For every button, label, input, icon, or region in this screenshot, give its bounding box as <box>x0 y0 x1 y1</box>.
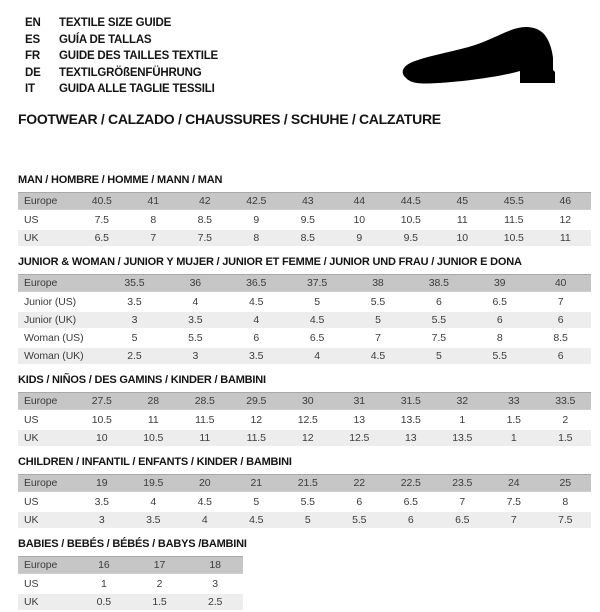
size-value-cell: 3 <box>165 348 226 364</box>
size-value-cell: 6 <box>385 512 437 528</box>
row-label: US <box>18 494 76 510</box>
size-value-cell: 3.5 <box>76 494 128 510</box>
table-row <box>18 212 591 228</box>
size-value-cell: 12.5 <box>282 412 334 428</box>
language-label: TEXTILGRÖßENFÜHRUNG <box>59 66 202 79</box>
shoe-icon <box>397 26 573 92</box>
size-value-cell: 20 <box>179 474 231 492</box>
size-value-cell: 36 <box>165 274 226 292</box>
table-row <box>18 474 591 492</box>
row-label: Woman (UK) <box>18 348 104 364</box>
table-row <box>18 594 243 610</box>
size-value-cell: 30 <box>282 392 334 410</box>
row-label: US <box>18 576 76 592</box>
section-title-man: MAN / HOMBRE / HOMME / MANN / MAN <box>18 173 223 186</box>
size-value-cell: 37.5 <box>287 274 348 292</box>
size-value-cell: 10.5 <box>76 412 128 428</box>
size-table-kids <box>18 390 591 448</box>
table-row <box>18 412 591 428</box>
row-label: Europe <box>18 274 104 292</box>
size-value-cell: 8 <box>128 212 180 228</box>
section-title-junior-woman: JUNIOR & WOMAN / JUNIOR Y MUJER / JUNIOR ET FEMME / JUNIOR UND FRAU / JUNIOR E DONA <box>18 255 522 268</box>
size-value-cell: 7.5 <box>76 212 128 228</box>
size-value-cell: 1.5 <box>132 594 188 610</box>
size-value-cell: 32 <box>437 392 489 410</box>
size-value-cell: 9 <box>231 212 283 228</box>
size-value-cell: 6 <box>530 348 591 364</box>
section-title-kids: KIDS / NIÑOS / DES GAMINS / KINDER / BAMBINI <box>18 373 266 386</box>
size-value-cell: 9.5 <box>282 212 334 228</box>
size-value-cell: 36.5 <box>226 274 287 292</box>
size-value-cell: 4 <box>226 312 287 328</box>
size-value-cell: 4 <box>179 512 231 528</box>
table-row <box>18 312 591 328</box>
size-value-cell: 0.5 <box>76 594 132 610</box>
size-value-cell: 5.5 <box>469 348 530 364</box>
size-value-cell: 6 <box>530 312 591 328</box>
size-value-cell: 8.5 <box>530 330 591 346</box>
table-row <box>18 192 591 210</box>
size-value-cell: 3.5 <box>128 512 180 528</box>
size-value-cell: 11 <box>540 230 592 246</box>
size-value-cell: 44.5 <box>385 192 437 210</box>
size-value-cell: 10.5 <box>128 430 180 446</box>
table-row <box>18 294 591 310</box>
size-value-cell: 5 <box>408 348 469 364</box>
size-value-cell: 8.5 <box>282 230 334 246</box>
row-label: UK <box>18 430 76 446</box>
size-value-cell: 6 <box>334 494 386 510</box>
size-table-babies <box>18 554 243 612</box>
size-value-cell: 5 <box>231 494 283 510</box>
size-value-cell: 6.5 <box>76 230 128 246</box>
language-code: DE <box>25 66 41 79</box>
size-value-cell: 39 <box>469 274 530 292</box>
size-value-cell: 21.5 <box>282 474 334 492</box>
row-label: US <box>18 412 76 428</box>
size-value-cell: 7.5 <box>408 330 469 346</box>
table-row <box>18 494 591 510</box>
size-value-cell: 8 <box>469 330 530 346</box>
size-value-cell: 41 <box>128 192 180 210</box>
size-value-cell: 6 <box>226 330 287 346</box>
size-value-cell: 11.5 <box>179 412 231 428</box>
size-value-cell: 40.5 <box>76 192 128 210</box>
row-label: UK <box>18 594 76 610</box>
size-value-cell: 10.5 <box>385 212 437 228</box>
section-man <box>18 174 591 248</box>
size-value-cell: 7 <box>488 512 540 528</box>
language-label: GUÍA DE TALLAS <box>59 33 152 46</box>
size-table-junior-woman <box>18 272 591 366</box>
size-value-cell: 5.5 <box>282 494 334 510</box>
section-babies <box>18 538 591 612</box>
size-value-cell: 6.5 <box>469 294 530 310</box>
size-value-cell: 2 <box>132 576 188 592</box>
section-children <box>18 456 591 530</box>
language-code: IT <box>25 83 35 96</box>
size-value-cell: 7.5 <box>488 494 540 510</box>
row-label: US <box>18 212 76 228</box>
size-value-cell: 42.5 <box>231 192 283 210</box>
size-value-cell: 22 <box>334 474 386 492</box>
size-value-cell: 3 <box>187 576 243 592</box>
size-value-cell: 5 <box>348 312 409 328</box>
size-value-cell: 7 <box>530 294 591 310</box>
size-value-cell: 4.5 <box>179 494 231 510</box>
size-value-cell: 8.5 <box>179 212 231 228</box>
size-value-cell: 11 <box>437 212 489 228</box>
size-value-cell: 8 <box>540 494 592 510</box>
size-value-cell: 12 <box>231 412 283 428</box>
table-row <box>18 512 591 528</box>
size-value-cell: 45.5 <box>488 192 540 210</box>
size-value-cell: 7.5 <box>179 230 231 246</box>
size-value-cell: 3 <box>76 512 128 528</box>
category-title: FOOTWEAR / CALZADO / CHAUSSURES / SCHUHE / CALZATURE <box>18 110 441 127</box>
row-label: Junior (US) <box>18 294 104 310</box>
size-value-cell: 10.5 <box>488 230 540 246</box>
size-value-cell: 13.5 <box>437 430 489 446</box>
section-junior-woman <box>18 256 591 366</box>
size-value-cell: 35.5 <box>104 274 165 292</box>
size-value-cell: 8 <box>231 230 283 246</box>
size-value-cell: 1 <box>437 412 489 428</box>
size-value-cell: 6 <box>469 312 530 328</box>
size-value-cell: 43 <box>282 192 334 210</box>
size-value-cell: 6.5 <box>287 330 348 346</box>
table-row <box>18 392 591 410</box>
size-value-cell: 11.5 <box>488 212 540 228</box>
size-value-cell: 6.5 <box>385 494 437 510</box>
size-value-cell: 3.5 <box>104 294 165 310</box>
size-value-cell: 5.5 <box>348 294 409 310</box>
size-value-cell: 7 <box>348 330 409 346</box>
row-label: Europe <box>18 556 76 574</box>
size-value-cell: 16 <box>76 556 132 574</box>
row-label: Europe <box>18 392 76 410</box>
size-value-cell: 5 <box>287 294 348 310</box>
size-value-cell: 4.5 <box>231 512 283 528</box>
size-value-cell: 5 <box>282 512 334 528</box>
size-value-cell: 11 <box>128 412 180 428</box>
size-value-cell: 31.5 <box>385 392 437 410</box>
size-value-cell: 12.5 <box>334 430 386 446</box>
section-title-babies: BABIES / BEBÉS / BÉBÉS / BABYS /BAMBINI <box>18 537 247 550</box>
size-value-cell: 25 <box>540 474 592 492</box>
size-value-cell: 4 <box>287 348 348 364</box>
size-value-cell: 6.5 <box>437 512 489 528</box>
size-value-cell: 4.5 <box>226 294 287 310</box>
size-value-cell: 12 <box>540 212 592 228</box>
size-table-children <box>18 472 591 530</box>
size-value-cell: 2.5 <box>187 594 243 610</box>
document-header <box>18 15 591 127</box>
size-value-cell: 9 <box>334 230 386 246</box>
size-value-cell: 24 <box>488 474 540 492</box>
language-label: GUIDE DES TAILLES TEXTILE <box>59 50 218 63</box>
table-row <box>18 274 591 292</box>
size-value-cell: 13.5 <box>385 412 437 428</box>
size-value-cell: 1.5 <box>540 430 592 446</box>
size-value-cell: 27.5 <box>76 392 128 410</box>
size-value-cell: 19 <box>76 474 128 492</box>
size-value-cell: 45 <box>437 192 489 210</box>
size-value-cell: 23.5 <box>437 474 489 492</box>
size-value-cell: 1 <box>76 576 132 592</box>
size-value-cell: 2 <box>540 412 592 428</box>
size-value-cell: 6 <box>408 294 469 310</box>
size-value-cell: 5.5 <box>408 312 469 328</box>
size-value-cell: 1 <box>488 430 540 446</box>
language-label: TEXTILE SIZE GUIDE <box>59 17 172 29</box>
size-value-cell: 10 <box>334 212 386 228</box>
size-value-cell: 5 <box>104 330 165 346</box>
size-value-cell: 3.5 <box>165 312 226 328</box>
size-value-cell: 13 <box>385 430 437 446</box>
size-value-cell: 5.5 <box>334 512 386 528</box>
table-row <box>18 230 591 246</box>
table-row <box>18 430 591 446</box>
table-row <box>18 556 243 574</box>
size-value-cell: 18 <box>187 556 243 574</box>
row-label: Junior (UK) <box>18 312 104 328</box>
size-value-cell: 38.5 <box>408 274 469 292</box>
language-label: GUIDA ALLE TAGLIE TESSILI <box>59 83 215 96</box>
row-label: UK <box>18 512 76 528</box>
size-value-cell: 7.5 <box>540 512 592 528</box>
size-value-cell: 5.5 <box>165 330 226 346</box>
section-kids <box>18 374 591 448</box>
size-value-cell: 3 <box>104 312 165 328</box>
row-label: Europe <box>18 474 76 492</box>
language-code: EN <box>25 17 41 29</box>
section-title-children: CHILDREN / INFANTIL / ENFANTS / KINDER / BAMBINI <box>18 455 292 468</box>
row-label: UK <box>18 230 76 246</box>
size-value-cell: 13 <box>334 412 386 428</box>
size-value-cell: 46 <box>540 192 592 210</box>
language-code: FR <box>25 50 40 63</box>
size-value-cell: 4 <box>128 494 180 510</box>
size-value-cell: 4.5 <box>348 348 409 364</box>
size-value-cell: 4 <box>165 294 226 310</box>
table-row <box>18 348 591 364</box>
size-value-cell: 33 <box>488 392 540 410</box>
row-label: Europe <box>18 192 76 210</box>
row-label: Woman (US) <box>18 330 104 346</box>
language-code: ES <box>25 33 40 46</box>
table-row <box>18 330 591 346</box>
size-value-cell: 44 <box>334 192 386 210</box>
size-value-cell: 7 <box>437 494 489 510</box>
size-value-cell: 4.5 <box>287 312 348 328</box>
size-value-cell: 33.5 <box>540 392 592 410</box>
size-value-cell: 38 <box>348 274 409 292</box>
size-table-man <box>18 190 591 248</box>
size-value-cell: 42 <box>179 192 231 210</box>
table-row <box>18 576 243 592</box>
size-value-cell: 28 <box>128 392 180 410</box>
size-value-cell: 2.5 <box>104 348 165 364</box>
size-value-cell: 10 <box>76 430 128 446</box>
size-value-cell: 11 <box>179 430 231 446</box>
size-value-cell: 22.5 <box>385 474 437 492</box>
size-value-cell: 17 <box>132 556 188 574</box>
size-value-cell: 28.5 <box>179 392 231 410</box>
size-value-cell: 19.5 <box>128 474 180 492</box>
size-value-cell: 10 <box>437 230 489 246</box>
size-value-cell: 21 <box>231 474 283 492</box>
size-value-cell: 12 <box>282 430 334 446</box>
size-value-cell: 3.5 <box>226 348 287 364</box>
size-value-cell: 29.5 <box>231 392 283 410</box>
size-value-cell: 11.5 <box>231 430 283 446</box>
size-value-cell: 40 <box>530 274 591 292</box>
size-value-cell: 1.5 <box>488 412 540 428</box>
size-value-cell: 9.5 <box>385 230 437 246</box>
size-value-cell: 31 <box>334 392 386 410</box>
size-value-cell: 7 <box>128 230 180 246</box>
